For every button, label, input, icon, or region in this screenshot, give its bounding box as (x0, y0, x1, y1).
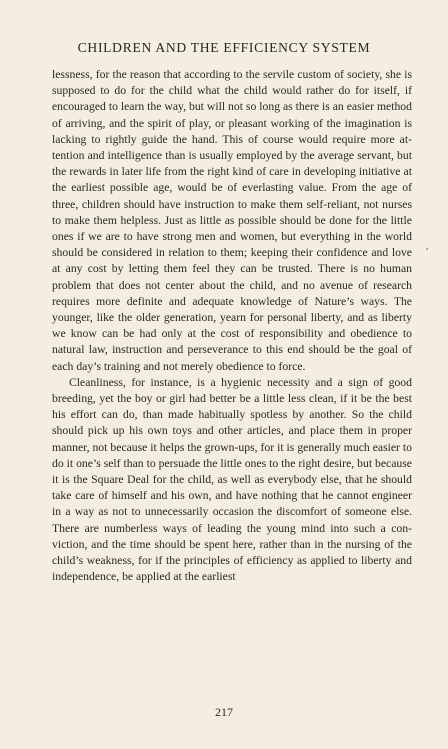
paper-speck (426, 248, 428, 250)
paragraph: Cleanliness, for instance, is a hygienic necessity and a sign of good breeding, yet the boy or girl had better be a little less clean, if it be the best his effort can do, than made habitually spotless by another. So the child should pick up his own toys and other articles, and place them in proper manner, not because it helps the grown-ups, for it is generally much easier to do it one’s self than to persuade the little ones to the right desire, but because it is the Square Deal for the child, as well as everybody else, that he should take care of himself and his own, and have nothing that he cannot engineer in a way as not to unnecessarily occasion the discomfort of someone else. There are numberless ways of leading the young mind into such a conviction, and the time should be spent here, rather than in the nursing of the child’s weakness, for if the principles of efficiency as applied to liberty and independence, be applied at the earliest (52, 375, 412, 584)
paragraph: lessness, for the reason that according to the servile custom of society, she is supposed to do for the child what the child would rather do for itself, if encouraged to learn the way, but will not so long as there is an easier method of arriving, and the spirit of play, or pleasant working of the imagination is lacking to rightly guide the hand. This of course would require more attention and intelligence than is usually employed by the average servant, but the rewards in later life from the right kind of care in developing initiative at the earliest possible age, would be of everlasting value. From the age of three, children should have instruction to make them self-reliant, not nurses to make them helpless. Just as little as possible should be done for the little ones if we are to have strong men and women, but everything in the world should be considered in relation to them; keeping their confidence and love at any cost by letting them feel they can be trusted. There is no human problem that does not center about the child, and no avenue of research requires more definite and adequate knowledge of Nature’s ways. The younger, like the older generation, yearn for personal liberty, and as liberty we know can be had only at the cost of responsibility and obedience to natural law, instruction and perseverance to this end should be the goal of each day’s training and not merely obedience to force. (52, 68, 412, 373)
running-head: CHILDREN AND THE EFFICIENCY SYSTEM (77, 40, 371, 55)
page-number: 217 (215, 705, 233, 719)
body-text (52, 67, 412, 586)
